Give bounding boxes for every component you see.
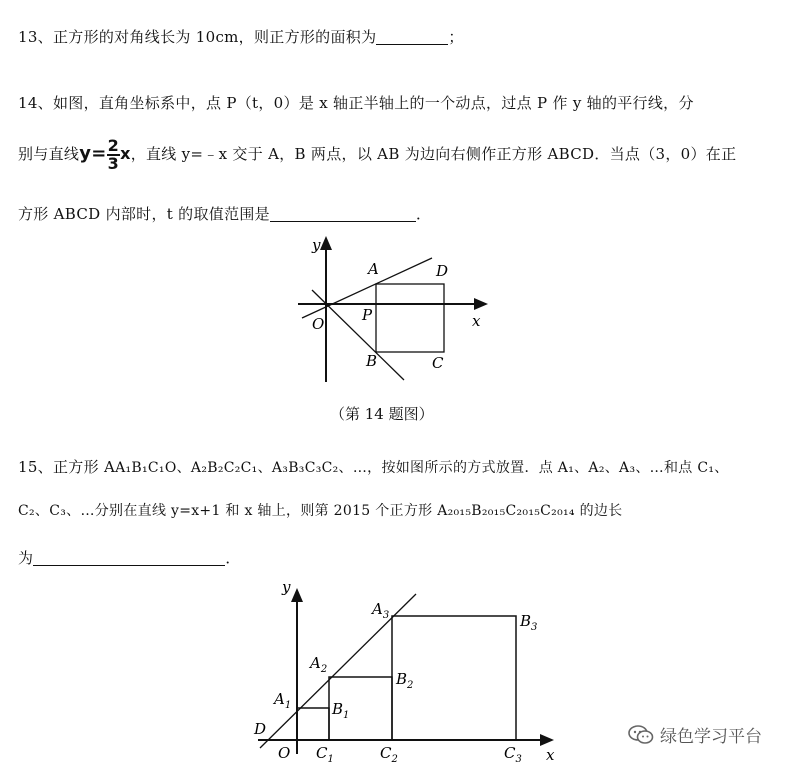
fig15-label-B2: $B_2$ (396, 670, 414, 691)
fig15-label-A3: $A_3$ (372, 600, 390, 621)
fig15-label-C1: $C_1$ (316, 744, 334, 765)
fig15-square-3 (392, 616, 516, 740)
fraction-two-thirds (107, 138, 120, 172)
question-15-line-1 (18, 456, 729, 477)
fig15-x-arrow (540, 734, 554, 746)
fig15-label-x: x (546, 746, 555, 764)
question-13 (18, 26, 464, 47)
equation-lhs: y= (79, 143, 107, 164)
fig14-y-arrow (320, 236, 332, 250)
fraction-denominator: 3 (107, 154, 120, 173)
fig14-label-y: y (312, 236, 321, 254)
fig15-square-1 (297, 708, 329, 740)
fig14-label-A: A (368, 260, 379, 278)
fig15-label-B3: $B_3$ (520, 612, 538, 633)
fig15-label-A1: $A_1$ (274, 690, 292, 711)
fig15-label-B1: $B_1$ (332, 700, 350, 721)
fig15-label-C2: $C_2$ (380, 744, 398, 765)
q15-line-3-end: ． (225, 549, 241, 567)
fig14-label-D: D (436, 262, 449, 280)
q14-answer-blank (270, 205, 416, 222)
fig14-label-C: C (432, 354, 444, 372)
fig14-square-ABCD (376, 284, 444, 352)
watermark-text: 绿色学习平台 (660, 727, 762, 747)
fig14-label-B: B (366, 352, 378, 370)
fig14-x-arrow (474, 298, 488, 310)
q15-answer-blank (33, 549, 225, 566)
fig15-label-A2: $A_2$ (310, 654, 328, 675)
fraction-numerator: 2 (107, 136, 120, 155)
fig15-y-arrow (291, 588, 303, 602)
fig15-label-y: y (282, 578, 291, 596)
fig15-label-D: D (254, 720, 267, 738)
figure-14-caption: （第 14 题图） (330, 405, 434, 423)
q15-line-1b: A₁B₁C₁O、A₂B₂C₂C₁、A₃B₃C₃C₂、…，按如图所示的方式放置．点 A₁、A₂、A₃、…和点 C₁、 (115, 460, 729, 476)
question-15-line-3 (18, 547, 241, 568)
q13-text: 13、正方形的对角线长为 10cm，则正方形的面积为 (18, 28, 377, 46)
equation-var: x (120, 144, 131, 163)
q15-line-1a: 15、正方形 A (18, 458, 116, 476)
q15-line-2-text: C₂、C₃、…分别在直线 y=x+1 和 x 轴上，则第 2015 个正方形 A₂₀₁₅B₂₀₁₅C₂₀₁₅C₂₀₁₄ 的边长 (18, 503, 623, 519)
q14-line-1-text: 14、如图，直角坐标系中，点 P（t，0）是 x 轴正半轴上的一个动点，过点 P 作 y 轴的平行线，分 (18, 94, 694, 112)
figure-15 (248, 574, 564, 769)
fig15-label-O: O (278, 744, 291, 762)
question-14-line-2 (18, 138, 736, 172)
watermark (628, 722, 762, 747)
fig14-label-O: O (312, 315, 325, 333)
fig14-label-P: P (362, 306, 373, 324)
wechat-icon (628, 724, 654, 746)
q13-suffix: ； (448, 28, 464, 46)
q14-line-2b: ，直线 y=﹣x 交于 A，B 两点，以 AB 为边向右侧作正方形 ABCD．当点（3，0）在正 (130, 145, 737, 163)
fig14-label-x: x (472, 312, 481, 330)
q13-answer-blank (376, 28, 448, 45)
question-15-line-2 (18, 500, 622, 520)
q15-line-3-text: 为 (18, 549, 34, 567)
q14-line-2a: 别与直线 (18, 145, 80, 163)
question-14-line-3 (18, 203, 431, 224)
figure-14 (292, 232, 492, 388)
question-14-line-1 (18, 92, 694, 113)
fig15-label-C3: $C_3$ (504, 744, 522, 765)
q14-line-3-text: 方形 ABCD 内部时，t 的取值范围是 (18, 205, 270, 223)
q14-line-3-end: ． (415, 205, 432, 223)
